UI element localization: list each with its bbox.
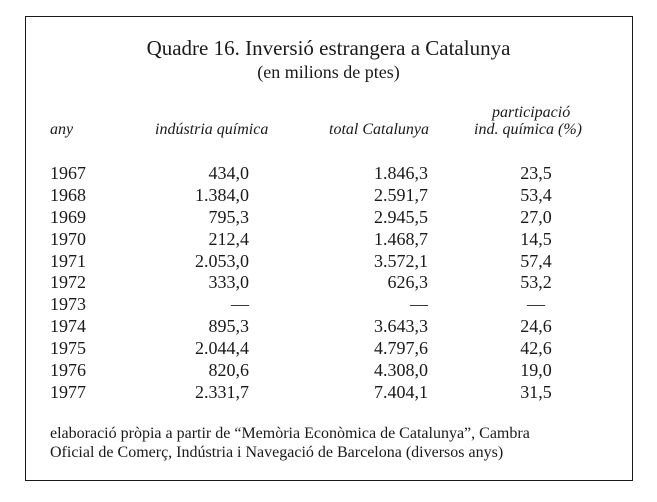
share-cell: 19,0	[520, 360, 552, 381]
table-row	[0, 294, 657, 316]
column-header-share-line1: participació	[492, 104, 571, 121]
column-header-share-line2: ind. química (%)	[474, 121, 582, 138]
table-row	[0, 338, 657, 360]
chemical-cell: 820,6	[208, 360, 249, 381]
column-header-year: any	[50, 121, 74, 138]
table-row	[0, 229, 657, 251]
total-cell: 1.468,7	[374, 228, 428, 249]
year-cell: 1972	[50, 272, 86, 293]
share-cell: 53,4	[520, 184, 552, 205]
table-row	[0, 207, 657, 229]
table-row	[0, 163, 657, 185]
table-row	[0, 360, 657, 382]
chemical-cell: 333,0	[208, 272, 249, 293]
year-cell: 1971	[50, 250, 86, 271]
total-cell: 3.572,1	[374, 250, 428, 271]
year-cell: 1969	[50, 206, 86, 227]
table-body	[0, 163, 657, 404]
chemical-cell: 2.053,0	[195, 250, 249, 271]
column-header-chemical-industry: indústria química	[155, 121, 269, 138]
share-cell: 53,2	[520, 272, 552, 293]
share-cell: —	[527, 294, 545, 315]
share-cell: 27,0	[520, 206, 552, 227]
total-cell: 626,3	[387, 272, 428, 293]
share-cell: 57,4	[520, 250, 552, 271]
share-cell: 31,5	[520, 381, 552, 402]
table-row	[0, 316, 657, 338]
total-cell: 7.404,1	[374, 381, 428, 402]
table-subtitle: (en milions de ptes)	[257, 62, 400, 82]
share-cell: 42,6	[520, 338, 552, 359]
column-header-total-catalonia: total Catalunya	[329, 121, 429, 138]
total-cell: 2.591,7	[374, 184, 428, 205]
table-row	[0, 382, 657, 404]
total-cell: 4.797,6	[374, 338, 428, 359]
chemical-cell: 1.384,0	[195, 184, 249, 205]
source-note-line1: elaboració pròpia a partir de “Memòria Econòmica de Catalunya”, Cambra	[50, 425, 530, 442]
chemical-cell: 895,3	[208, 316, 249, 337]
table-row	[0, 251, 657, 273]
total-cell: 3.643,3	[374, 316, 428, 337]
total-cell: 2.945,5	[374, 206, 428, 227]
share-cell: 14,5	[520, 228, 552, 249]
year-cell: 1967	[50, 163, 86, 183]
year-cell: 1977	[50, 381, 86, 402]
year-cell: 1975	[50, 338, 86, 359]
table-title: Quadre 16. Inversió estrangera a Catalunya	[146, 36, 511, 60]
chemical-cell: —	[231, 294, 249, 315]
source-note-line2: Oficial de Comerç, Indústria i Navegació de Barcelona (diversos anys)	[50, 444, 504, 461]
table-row	[0, 272, 657, 294]
total-cell: —	[410, 294, 428, 315]
year-cell: 1970	[50, 228, 86, 249]
chemical-cell: 212,4	[208, 228, 249, 249]
share-cell: 24,6	[520, 316, 552, 337]
year-cell: 1974	[50, 316, 86, 337]
year-cell: 1976	[50, 360, 86, 381]
chemical-cell: 795,3	[208, 206, 249, 227]
chemical-cell: 434,0	[208, 163, 249, 183]
chemical-cell: 2.044,4	[195, 338, 249, 359]
chemical-cell: 2.331,7	[195, 381, 249, 402]
table-row	[0, 185, 657, 207]
year-cell: 1968	[50, 184, 86, 205]
source-note	[50, 424, 620, 462]
share-cell: 23,5	[520, 163, 552, 183]
year-cell: 1973	[50, 294, 86, 315]
total-cell: 1.846,3	[374, 163, 428, 183]
total-cell: 4.308,0	[374, 360, 428, 381]
